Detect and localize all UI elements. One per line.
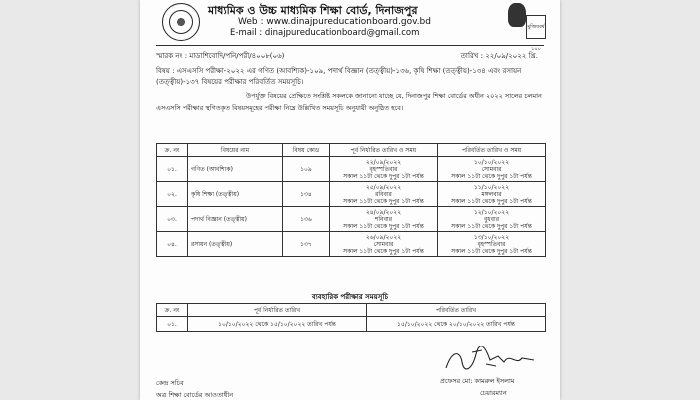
old-day: বৃহস্পতিবার [369,165,398,173]
old-time: সকাল ১১টা থেকে দুপুর ১টা পর্যন্ত [343,222,424,230]
letterhead [140,0,560,52]
old-date: ২৪/০৯/২০২২ [365,208,402,216]
subject-code-cell: ১৩৪ [283,182,330,207]
col-header: পরিবর্তিত তারিখ [366,304,545,317]
table-row [157,157,546,182]
new-period-cell: ১৫/১০/২০২২ থেকে ২০/১০/২০২২ তারিখ পর্যন্ত [366,317,545,332]
table-header-row [157,144,546,157]
old-schedule-cell [330,232,438,257]
new-schedule-cell [438,182,546,207]
old-date: ২২/০৯/২০২২ [365,158,402,166]
serial-cell: ০২. [157,182,188,207]
col-header: বিষয়ের নাম [188,144,283,157]
subject-code-cell: ১০৯ [283,157,330,182]
serial-cell: ০১. [157,157,188,182]
subject-code-cell: ১৩৬ [283,207,330,232]
serial-cell: ০১. [157,317,188,332]
table-row [157,232,546,257]
serial-cell: ০৪. [157,232,188,257]
header-divider [156,45,544,46]
new-date: ১২/১০/২০২২ [473,208,510,216]
new-day: বৃহস্পতিবার [477,240,506,248]
new-time: সকাল ১১টা থেকে দুপুর ১টা পর্যন্ত [451,172,532,180]
new-schedule-cell [438,157,546,182]
new-day: সোমবার [481,165,502,173]
org-title: মাধ্যমিক ও উচ্চ মাধ্যমিক শিক্ষা বোর্ড, দিনাজপুর [208,4,418,17]
signatory-name: প্রফেসর মো: কামরুল ইসলাম [440,377,515,385]
old-period-cell: ১০/১০/২০২২ থেকে ১৫/১০/২০২২ তারিখ পর্যন্ত [188,317,367,332]
subject-name-cell: কৃষি শিক্ষা (তত্ত্বীয়) [188,182,283,207]
website-line: Web : www.dinajpureducationboard.gov.bd [238,17,431,27]
subject-line: বিষয় : এসএসসি পরীক্ষা-২০২২ এর গণিত (আবশ্যিক)-১০৯, পদার্থ বিজ্ঞান (তত্ত্বীয়)-১৩৬, কৃষি শিক্ষা (তত্ত্বীয়)-১৩৪ এবং রসায়ন (তত্ত্বীয়)-১৩৭ বিষয়ের পরীক্ষার পরিবর্তিত সময়সূচি। [156,67,522,86]
recipient-line-2: অত্র শিক্ষা বোর্ডের আওতাধীন [156,391,234,399]
old-schedule-cell [330,182,438,207]
new-time: সকাল ১১টা থেকে দুপুর ১টা পর্যন্ত [451,197,532,205]
signatory-title: চেয়ারম্যান [480,389,507,397]
table-header-row [157,304,546,317]
old-date: ২৫/০৯/২০২২ [365,183,402,191]
table-row [157,317,546,332]
old-schedule-cell [330,157,438,182]
col-header: বিষয় কোড [283,144,330,157]
new-schedule-cell [438,232,546,257]
recipient-line-1: কেন্দ্র সচিব [156,379,184,387]
col-header: পূর্ব নির্ধারিত তারিখ ও সময় [330,144,438,157]
new-day: মঙ্গলবার [481,190,502,198]
practical-schedule-title: ব্যবহারিক পরীক্ষার সময়সূচি [311,293,389,301]
handwritten-signature [442,346,538,372]
mujib-year-badge: মুজিববর্ষ ১০০ [526,15,546,39]
new-date: ১৩/১০/২০২২ [473,233,510,241]
new-time: সকাল ১১টা থেকে দুপুর ১টা পর্যন্ত [451,247,532,255]
practical-schedule-table [156,303,546,332]
col-header: পূর্ব নির্ধারিত তারিখ [188,304,367,317]
new-date: ১০/১০/২০২২ [473,158,510,166]
subject-name-cell: রসায়ন (তত্ত্বীয়) [188,232,283,257]
memo-date: তারিখ : ২২/০৯/২০২২ খ্রি. [460,52,538,60]
email-line: E-mail : dinajpureducationboard@gmail.com [230,28,420,38]
old-time: সকাল ১১টা থেকে দুপুর ১টা পর্যন্ত [343,247,424,255]
notice-paragraph: উপর্যুক্ত বিষয়ের প্রেক্ষিতে সংশ্লিষ্ট সকলকে জানানো যাচ্ছে যে, দিনাজপুর শিক্ষা বোর্ডের অধীন ২০২২ সালের চলমান এসএসসি পরীক্ষার স্থগিতকৃত বিষয়সমূহের পরীক্ষা নিম্নে উল্লিখিত সময়সূচি অনুযায়ী অনুষ্ঠিত হবে। [156,92,542,112]
new-day: বুধবার [483,215,500,223]
new-schedule-cell [438,207,546,232]
col-header: পরিবর্তিত তারিখ ও সময় [438,144,546,157]
old-time: সকাল ১১টা থেকে দুপুর ১টা পর্যন্ত [343,172,424,180]
new-time: সকাল ১১টা থেকে দুপুর ১টা পর্যন্ত [451,222,532,230]
serial-cell: ০৩. [157,207,188,232]
document-page [140,0,560,400]
subject-name-cell: গণিত (আবশ্যিক) [188,157,283,182]
portrait-image [504,1,546,52]
old-date: ২৬/০৯/২০২২ [365,233,402,241]
new-date: ১১/১০/২০২২ [473,183,510,191]
col-header: ক্র. নং [157,304,188,317]
board-logo [162,3,200,41]
subject-name-cell: পদার্থ বিজ্ঞান (তত্ত্বীয়) [188,207,283,232]
theory-schedule-table [156,143,546,257]
old-day: সোমবার [373,240,394,248]
old-time: সকাল ১১টা থেকে দুপুর ১টা পর্যন্ত [343,197,424,205]
subject-code-cell: ১৩৭ [283,232,330,257]
old-schedule-cell [330,207,438,232]
col-header: ক্র. নং [157,144,188,157]
memo-reference: স্মারক নং : মাডাশিবোদি/পনি/পরী/৪০০৮(০৬) [156,52,285,60]
table-row [157,207,546,232]
old-day: শনিবার [374,215,393,223]
old-day: রবিবার [375,190,392,198]
table-row [157,182,546,207]
